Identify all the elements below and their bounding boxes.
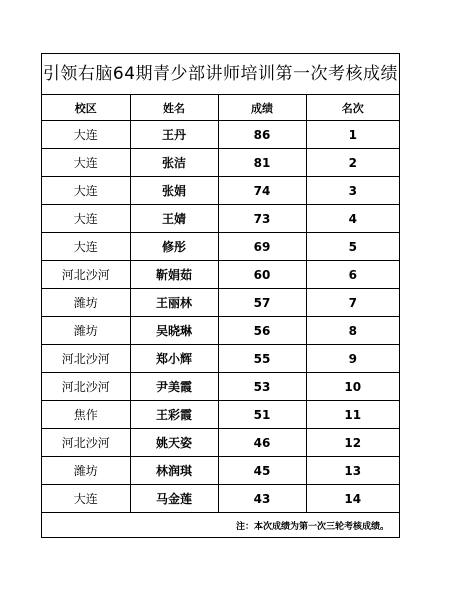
cell-name: 尹美霞 [130, 373, 218, 401]
cell-name: 姚天姿 [130, 429, 218, 457]
cell-score: 45 [218, 457, 306, 485]
cell-score: 73 [218, 205, 306, 233]
cell-rank: 5 [306, 233, 399, 261]
cell-score: 46 [218, 429, 306, 457]
cell-campus: 潍坊 [42, 317, 130, 345]
table-row [42, 205, 399, 233]
cell-score: 57 [218, 289, 306, 317]
cell-name: 林润琪 [130, 457, 218, 485]
table-row [42, 289, 399, 317]
table-row [42, 233, 399, 261]
cell-score: 74 [218, 177, 306, 205]
cell-name: 王丽林 [130, 289, 218, 317]
cell-campus: 河北沙河 [42, 429, 130, 457]
score-table [42, 95, 399, 513]
cell-campus: 大连 [42, 485, 130, 513]
cell-name: 郑小辉 [130, 345, 218, 373]
cell-rank: 12 [306, 429, 399, 457]
cell-score: 69 [218, 233, 306, 261]
cell-name: 张娟 [130, 177, 218, 205]
cell-rank: 8 [306, 317, 399, 345]
cell-campus: 大连 [42, 205, 130, 233]
cell-rank: 6 [306, 261, 399, 289]
cell-campus: 河北沙河 [42, 345, 130, 373]
header-row [42, 95, 399, 121]
cell-name: 吴晓琳 [130, 317, 218, 345]
header-campus: 校区 [42, 95, 130, 121]
table-row [42, 401, 399, 429]
cell-score: 60 [218, 261, 306, 289]
cell-rank: 11 [306, 401, 399, 429]
cell-campus: 大连 [42, 177, 130, 205]
table-row [42, 485, 399, 513]
cell-rank: 7 [306, 289, 399, 317]
cell-name: 张洁 [130, 149, 218, 177]
cell-rank: 1 [306, 121, 399, 149]
cell-campus: 潍坊 [42, 457, 130, 485]
cell-rank: 14 [306, 485, 399, 513]
header-name: 姓名 [130, 95, 218, 121]
cell-score: 81 [218, 149, 306, 177]
cell-score: 86 [218, 121, 306, 149]
cell-name: 马金莲 [130, 485, 218, 513]
table-row [42, 345, 399, 373]
cell-rank: 10 [306, 373, 399, 401]
cell-rank: 4 [306, 205, 399, 233]
header-rank: 名次 [306, 95, 399, 121]
table-row [42, 373, 399, 401]
cell-name: 王彩霞 [130, 401, 218, 429]
cell-rank: 3 [306, 177, 399, 205]
cell-score: 43 [218, 485, 306, 513]
header-score: 成绩 [218, 95, 306, 121]
cell-campus: 大连 [42, 233, 130, 261]
cell-campus: 河北沙河 [42, 261, 130, 289]
cell-rank: 9 [306, 345, 399, 373]
cell-name: 修彤 [130, 233, 218, 261]
sheet-title: 引领右脑64期青少部讲师培训第一次考核成绩 [42, 54, 399, 95]
cell-score: 53 [218, 373, 306, 401]
table-row [42, 177, 399, 205]
cell-rank: 13 [306, 457, 399, 485]
table-row [42, 149, 399, 177]
table-row [42, 317, 399, 345]
cell-name: 王婧 [130, 205, 218, 233]
cell-campus: 大连 [42, 149, 130, 177]
table-row [42, 261, 399, 289]
cell-score: 51 [218, 401, 306, 429]
table-row [42, 457, 399, 485]
cell-score: 56 [218, 317, 306, 345]
table-row [42, 429, 399, 457]
cell-campus: 焦作 [42, 401, 130, 429]
table-body [42, 121, 399, 513]
cell-campus: 大连 [42, 121, 130, 149]
cell-name: 靳娟茹 [130, 261, 218, 289]
cell-score: 55 [218, 345, 306, 373]
table-row [42, 121, 399, 149]
cell-campus: 潍坊 [42, 289, 130, 317]
cell-name: 王丹 [130, 121, 218, 149]
footnote: 注：本次成绩为第一次三轮考核成绩。 [235, 522, 389, 532]
cell-campus: 河北沙河 [42, 373, 130, 401]
cell-rank: 2 [306, 149, 399, 177]
score-sheet [41, 53, 400, 538]
